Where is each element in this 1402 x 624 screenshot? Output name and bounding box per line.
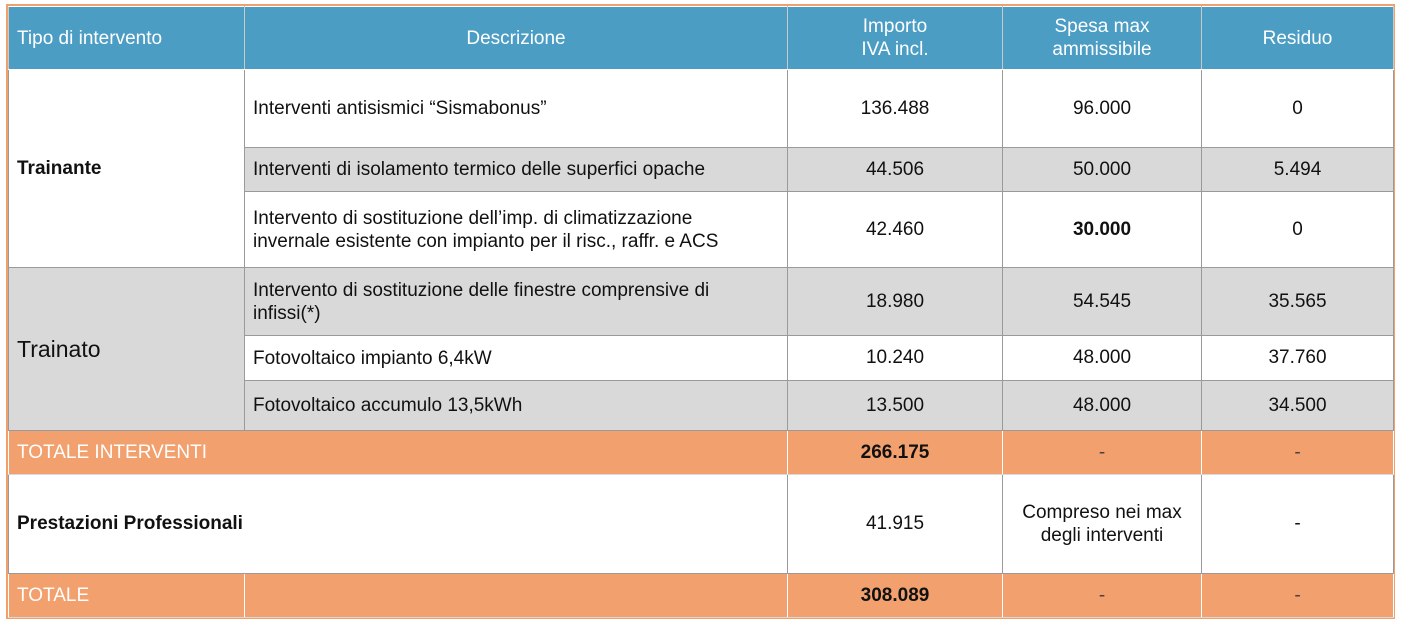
header-tipo: Tipo di intervento (9, 7, 245, 70)
row-description: Fotovoltaico accumulo 13,5kWh (245, 381, 788, 431)
header-descrizione: Descrizione (245, 7, 788, 70)
header-spesa-line2: ammissibile (1052, 39, 1152, 60)
row-spesa: 48.000 (1003, 336, 1202, 381)
totale-residuo: - (1202, 574, 1394, 618)
totale-spesa: - (1003, 574, 1202, 618)
prestazioni-spesa (1003, 475, 1202, 574)
row-importo: 13.500 (788, 381, 1003, 431)
row-residuo: 5.494 (1202, 148, 1394, 192)
totale-interventi-row (9, 431, 1394, 475)
totale-interventi-spesa: - (1003, 431, 1202, 475)
row-spesa: 30.000 (1003, 192, 1202, 268)
row-description-line2: invernale esistente con impianto per il risc., raffr. e ACS (253, 230, 719, 252)
header-importo-line2: IVA incl. (861, 39, 929, 60)
row-importo: 10.240 (788, 336, 1003, 381)
totale-importo: 308.089 (788, 574, 1003, 618)
row-importo: 44.506 (788, 148, 1003, 192)
header-importo (788, 7, 1003, 70)
row-description-line1: Intervento di sostituzione dell’imp. di climatizzazione (253, 207, 693, 229)
row-residuo: 0 (1202, 192, 1394, 268)
prestazioni-label: Prestazioni Professionali (9, 475, 788, 574)
table-row (9, 70, 1394, 148)
totale-label: TOTALE (9, 574, 245, 618)
group-trainato: Trainato (9, 268, 245, 431)
totale-empty-cell (245, 574, 788, 618)
header-importo-line1: Importo (862, 16, 928, 37)
row-residuo: 34.500 (1202, 381, 1394, 431)
header-residuo: Residuo (1202, 7, 1394, 70)
group-trainante: Trainante (9, 70, 245, 268)
header-spesa (1003, 7, 1202, 70)
cost-table-frame (6, 4, 1395, 619)
row-description (245, 268, 788, 336)
totale-interventi-importo: 266.175 (788, 431, 1003, 475)
header-row (9, 7, 1394, 70)
row-description: Interventi di isolamento termico delle superfici opache (245, 148, 788, 192)
row-residuo: 0 (1202, 70, 1394, 148)
prestazioni-residuo: - (1202, 475, 1394, 574)
row-importo: 136.488 (788, 70, 1003, 148)
prestazioni-row (9, 475, 1394, 574)
prestazioni-spesa-line2: degli interventi (1040, 525, 1164, 546)
totale-interventi-residuo: - (1202, 431, 1394, 475)
row-spesa: 96.000 (1003, 70, 1202, 148)
prestazioni-importo: 41.915 (788, 475, 1003, 574)
prestazioni-spesa-line1: Compreso nei max (1022, 502, 1182, 523)
row-residuo: 35.565 (1202, 268, 1394, 336)
row-description-line1: Intervento di sostituzione delle finestre comprensive di (253, 279, 710, 301)
totale-row (9, 574, 1394, 618)
cost-table (8, 6, 1394, 618)
table-row (9, 268, 1394, 336)
row-importo: 42.460 (788, 192, 1003, 268)
row-residuo: 37.760 (1202, 336, 1394, 381)
row-importo: 18.980 (788, 268, 1003, 336)
row-description-line2: infissi(*) (253, 302, 321, 324)
row-spesa: 48.000 (1003, 381, 1202, 431)
row-description: Interventi antisismici “Sismabonus” (245, 70, 788, 148)
row-description (245, 192, 788, 268)
row-spesa: 54.545 (1003, 268, 1202, 336)
header-spesa-line1: Spesa max (1054, 16, 1150, 37)
row-spesa: 50.000 (1003, 148, 1202, 192)
row-description: Fotovoltaico impianto 6,4kW (245, 336, 788, 381)
totale-interventi-label: TOTALE INTERVENTI (9, 431, 788, 475)
